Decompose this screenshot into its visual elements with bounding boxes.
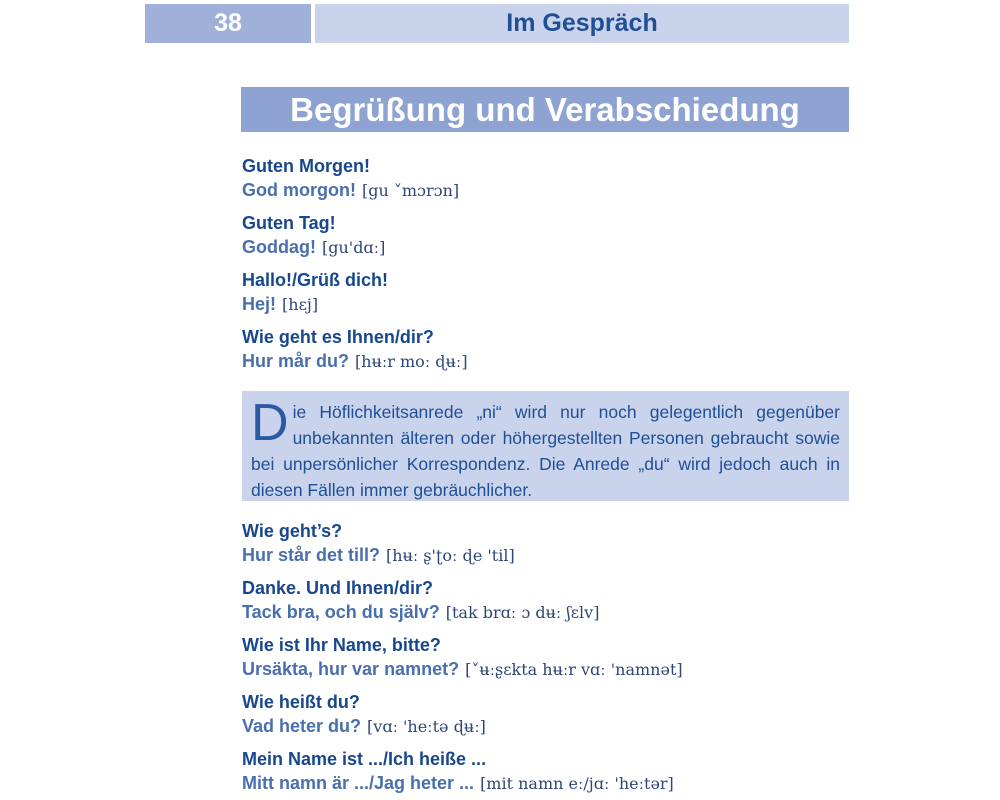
german-phrase: Mein Name ist .../Ich heiße ... [242,749,487,769]
german-phrase: Wie geht’s? [242,521,343,541]
phrase-item [242,576,852,624]
swedish-text: Hej! [242,294,277,314]
german-phrase: Danke. Und Ihnen/dir? [242,578,434,598]
german-phrase: Hallo!/Grüß dich! [242,270,388,290]
drop-cap: D [251,394,289,452]
page-header [145,4,849,43]
pronunciation: [tak brɑː ɔ dʉː ʃɛlv] [445,603,600,622]
swedish-phrase [242,292,852,316]
german-phrase: Wie geht es Ihnen/dir? [242,327,434,347]
swedish-phrase [242,349,852,373]
pronunciation: [mit namn eː/jɑː 'heːtər] [480,774,674,793]
phrase-item [242,268,852,316]
phrase-item [242,154,852,202]
pronunciation: [hʉːr moː ɖʉː] [355,352,468,371]
swedish-phrase [242,771,852,795]
pronunciation: [hɛj] [282,295,319,314]
phrase-item [242,325,852,373]
swedish-phrase [242,714,852,738]
running-title: Im Gespräch [315,4,849,43]
swedish-phrase [242,235,852,259]
swedish-phrase [242,178,852,202]
pronunciation: [hʉː ʂ'ʈoː ɖe 'til] [386,546,515,565]
info-text: ie Höflichkeitsanrede „ni“ wird nur noch gelegentlich gegenüber unbekannten älteren oder höhergestellten Personen gebraucht sowie bei unpersönlicher Korrespondenz. Die Anrede „du“ wird jedoch auch in diesen Fällen immer gebräuchlicher. [251,402,840,500]
swedish-phrase [242,543,852,567]
phrase-item [242,633,852,681]
phrase-list-bottom [242,519,852,795]
pronunciation: [vɑː 'heːtə ɖʉː] [367,717,486,736]
info-box [242,391,849,501]
page-number: 38 [145,4,311,43]
pronunciation: [gu ˅mɔrɔn] [361,181,460,200]
phrase-list-top [242,154,852,373]
german-phrase: Guten Tag! [242,213,336,233]
phrase-item [242,211,852,259]
phrase-item [242,747,852,795]
german-phrase: Wie ist Ihr Name, bitte? [242,635,441,655]
pronunciation: [gu'dɑː] [322,238,386,257]
pronunciation: [˅ʉːʂɛkta hʉːr vɑː 'namnət] [465,660,683,679]
swedish-phrase [242,657,852,681]
swedish-text: Mitt namn är .../Jag heter ... [242,773,475,793]
phrase-item [242,519,852,567]
swedish-text: Hur står det till? [242,545,381,565]
swedish-text: Goddag! [242,237,316,257]
swedish-phrase [242,600,852,624]
german-phrase: Wie heißt du? [242,692,360,712]
swedish-text: God morgon! [242,180,356,200]
phrase-item [242,690,852,738]
swedish-text: Hur mår du? [242,351,350,371]
swedish-text: Vad heter du? [242,716,362,736]
swedish-text: Tack bra, och du själv? [242,602,440,622]
german-phrase: Guten Morgen! [242,156,370,176]
section-title: Begrüßung und Verabschiedung [241,87,849,132]
swedish-text: Ursäkta, hur var namnet? [242,659,460,679]
